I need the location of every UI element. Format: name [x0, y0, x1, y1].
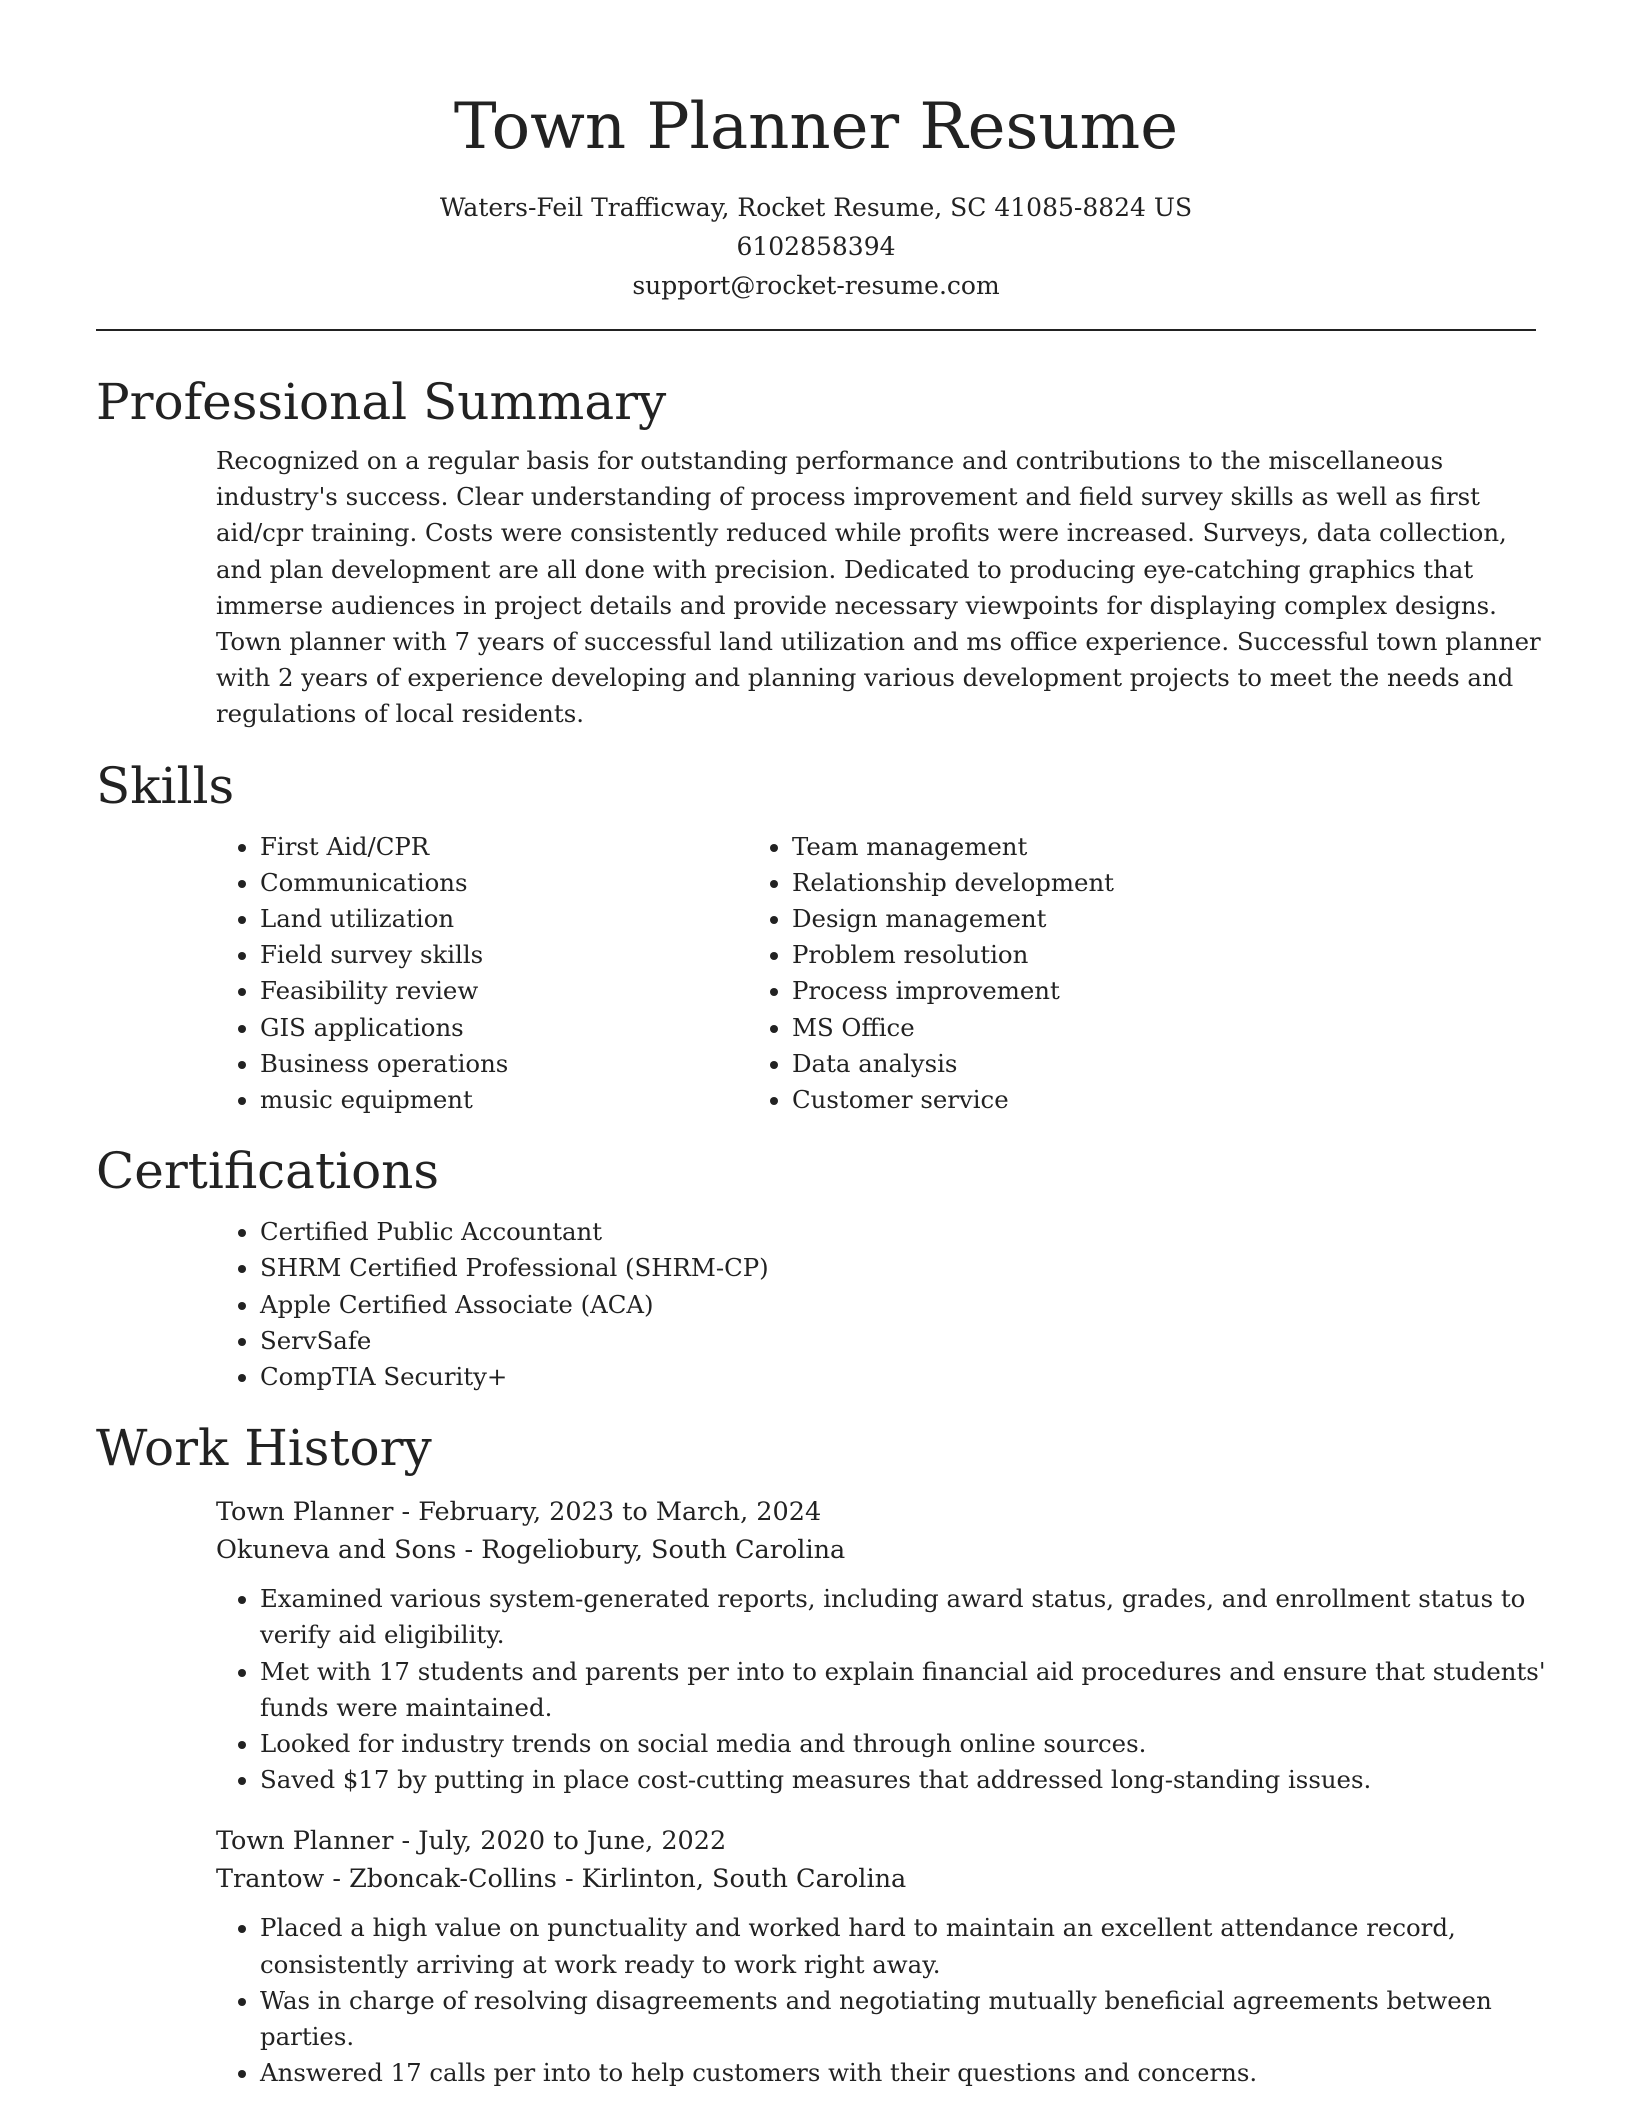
- certifications-list: [96, 1214, 1536, 1395]
- contact-address: Waters-Feil Trafficway, Rocket Resume, SC 41085-8824 US: [439, 193, 1193, 222]
- job-dates: - February, 2023 to March, 2024: [393, 1497, 822, 1528]
- job-location: - Rogeliobury, South Carolina: [456, 1535, 846, 1566]
- job-bullets: [216, 1581, 1580, 1798]
- job-bullet: • Met with 17 students and parents per into to explain financial aid procedures and ensure that students' funds were maintained.: [260, 1654, 1580, 1726]
- skills-heading: Skills: [96, 756, 235, 815]
- resume-page: [96, 0, 1546, 2092]
- page-title: Town Planner Resume: [453, 90, 1179, 164]
- skill-item: • Land utilization: [260, 901, 746, 937]
- skills-list-left: [96, 829, 746, 1119]
- summary-heading: Professional Summary: [96, 373, 667, 431]
- certifications-heading: Certifications: [96, 1142, 440, 1201]
- job-title-line: [216, 1493, 1536, 1531]
- job-title: Town Planner: [216, 1497, 394, 1528]
- skills-grid: [96, 829, 1536, 1119]
- job-location: - Kirlinton, South Carolina: [556, 1864, 907, 1895]
- summary-text: Recognized on a regular basis for outstanding performance and contributions to the miscellaneous industry's success. Clear understanding of process improvement and field survey skills as well as first aid/cpr training. Costs were consistently reduced while profits were increased. Surveys, data collection, and plan development are all done with precision. Dedicated to producing eye-catching graphics that immerse audiences in project details and provide necessary viewpoints for displaying complex designs. Town planner with 7 years of successful land utilization and ms office experience. Successful town planner with 2 years of experience developing and planning various development projects to meet the needs and regulations of local residents.: [216, 446, 1541, 729]
- skill-item: • Field survey skills: [260, 937, 746, 973]
- skill-item: • Feasibility review: [260, 973, 746, 1009]
- certification-item: • Certified Public Accountant: [260, 1214, 1536, 1250]
- job-bullet: • Examined various system-generated reports, including award status, grades, and enrollment status to verify aid eligibility.: [260, 1581, 1580, 1653]
- skill-item: • Communications: [260, 865, 746, 901]
- work-history-heading: Work History: [96, 1419, 432, 1478]
- header-divider: [96, 329, 1536, 331]
- certification-item: • SHRM Certified Professional (SHRM-CP): [260, 1250, 1536, 1286]
- job-dates: - July, 2020 to June, 2022: [393, 1826, 727, 1857]
- job-title: Town Planner: [216, 1826, 394, 1857]
- job-bullet: • Looked for industry trends on social media and through online sources.: [260, 1726, 1580, 1762]
- contact-phone: 6102858394: [736, 232, 896, 261]
- certification-item: • CompTIA Security+: [260, 1359, 1536, 1395]
- work-history-section: [96, 1417, 1546, 2091]
- contact-email: support@rocket-resume.com: [632, 271, 1000, 300]
- skill-item: • Problem resolution: [792, 937, 1446, 973]
- skill-item: • Data analysis: [792, 1046, 1446, 1082]
- job-bullet: • Saved $17 by putting in place cost-cutting measures that addressed long-standing issues.: [260, 1762, 1580, 1798]
- skill-item: • GIS applications: [260, 1010, 746, 1046]
- skill-item: • Team management: [792, 829, 1446, 865]
- job-company-line: [216, 1860, 1536, 1898]
- summary-section: [96, 371, 1541, 733]
- job-bullet: • Was in charge of resolving disagreements and negotiating mutually beneficial agreements between parties.: [260, 1983, 1580, 2055]
- skill-item: • MS Office: [792, 1010, 1446, 1046]
- job-entry: [216, 1822, 1536, 2091]
- job-company: Trantow - Zboncak-Collins: [216, 1864, 557, 1895]
- skill-item: • Relationship development: [792, 865, 1446, 901]
- certifications-section: [96, 1140, 1536, 1395]
- contact-info: [96, 188, 1536, 305]
- skill-item: • First Aid/CPR: [260, 829, 746, 865]
- certification-item: • Apple Certified Associate (ACA): [260, 1287, 1536, 1323]
- job-company: Okuneva and Sons: [216, 1535, 457, 1566]
- job-bullet: • Answered 17 calls per into to help customers with their questions and concerns.: [260, 2055, 1580, 2091]
- skill-item: • Process improvement: [792, 973, 1446, 1009]
- skills-list-right: [746, 829, 1446, 1119]
- skill-item: • Design management: [792, 901, 1446, 937]
- skill-item: • Customer service: [792, 1082, 1446, 1118]
- skill-item: • Business operations: [260, 1046, 746, 1082]
- job-title-line: [216, 1822, 1536, 1860]
- job-bullet: • Placed a high value on punctuality and worked hard to maintain an excellent attendance record, consistently arriving at work ready to work right away.: [260, 1910, 1580, 1982]
- skill-item: • music equipment: [260, 1082, 746, 1118]
- certification-item: • ServSafe: [260, 1323, 1536, 1359]
- skills-section: [96, 755, 1536, 1119]
- job-bullets: [216, 1910, 1580, 2091]
- job-entry: [216, 1493, 1546, 1798]
- job-company-line: [216, 1531, 1536, 1569]
